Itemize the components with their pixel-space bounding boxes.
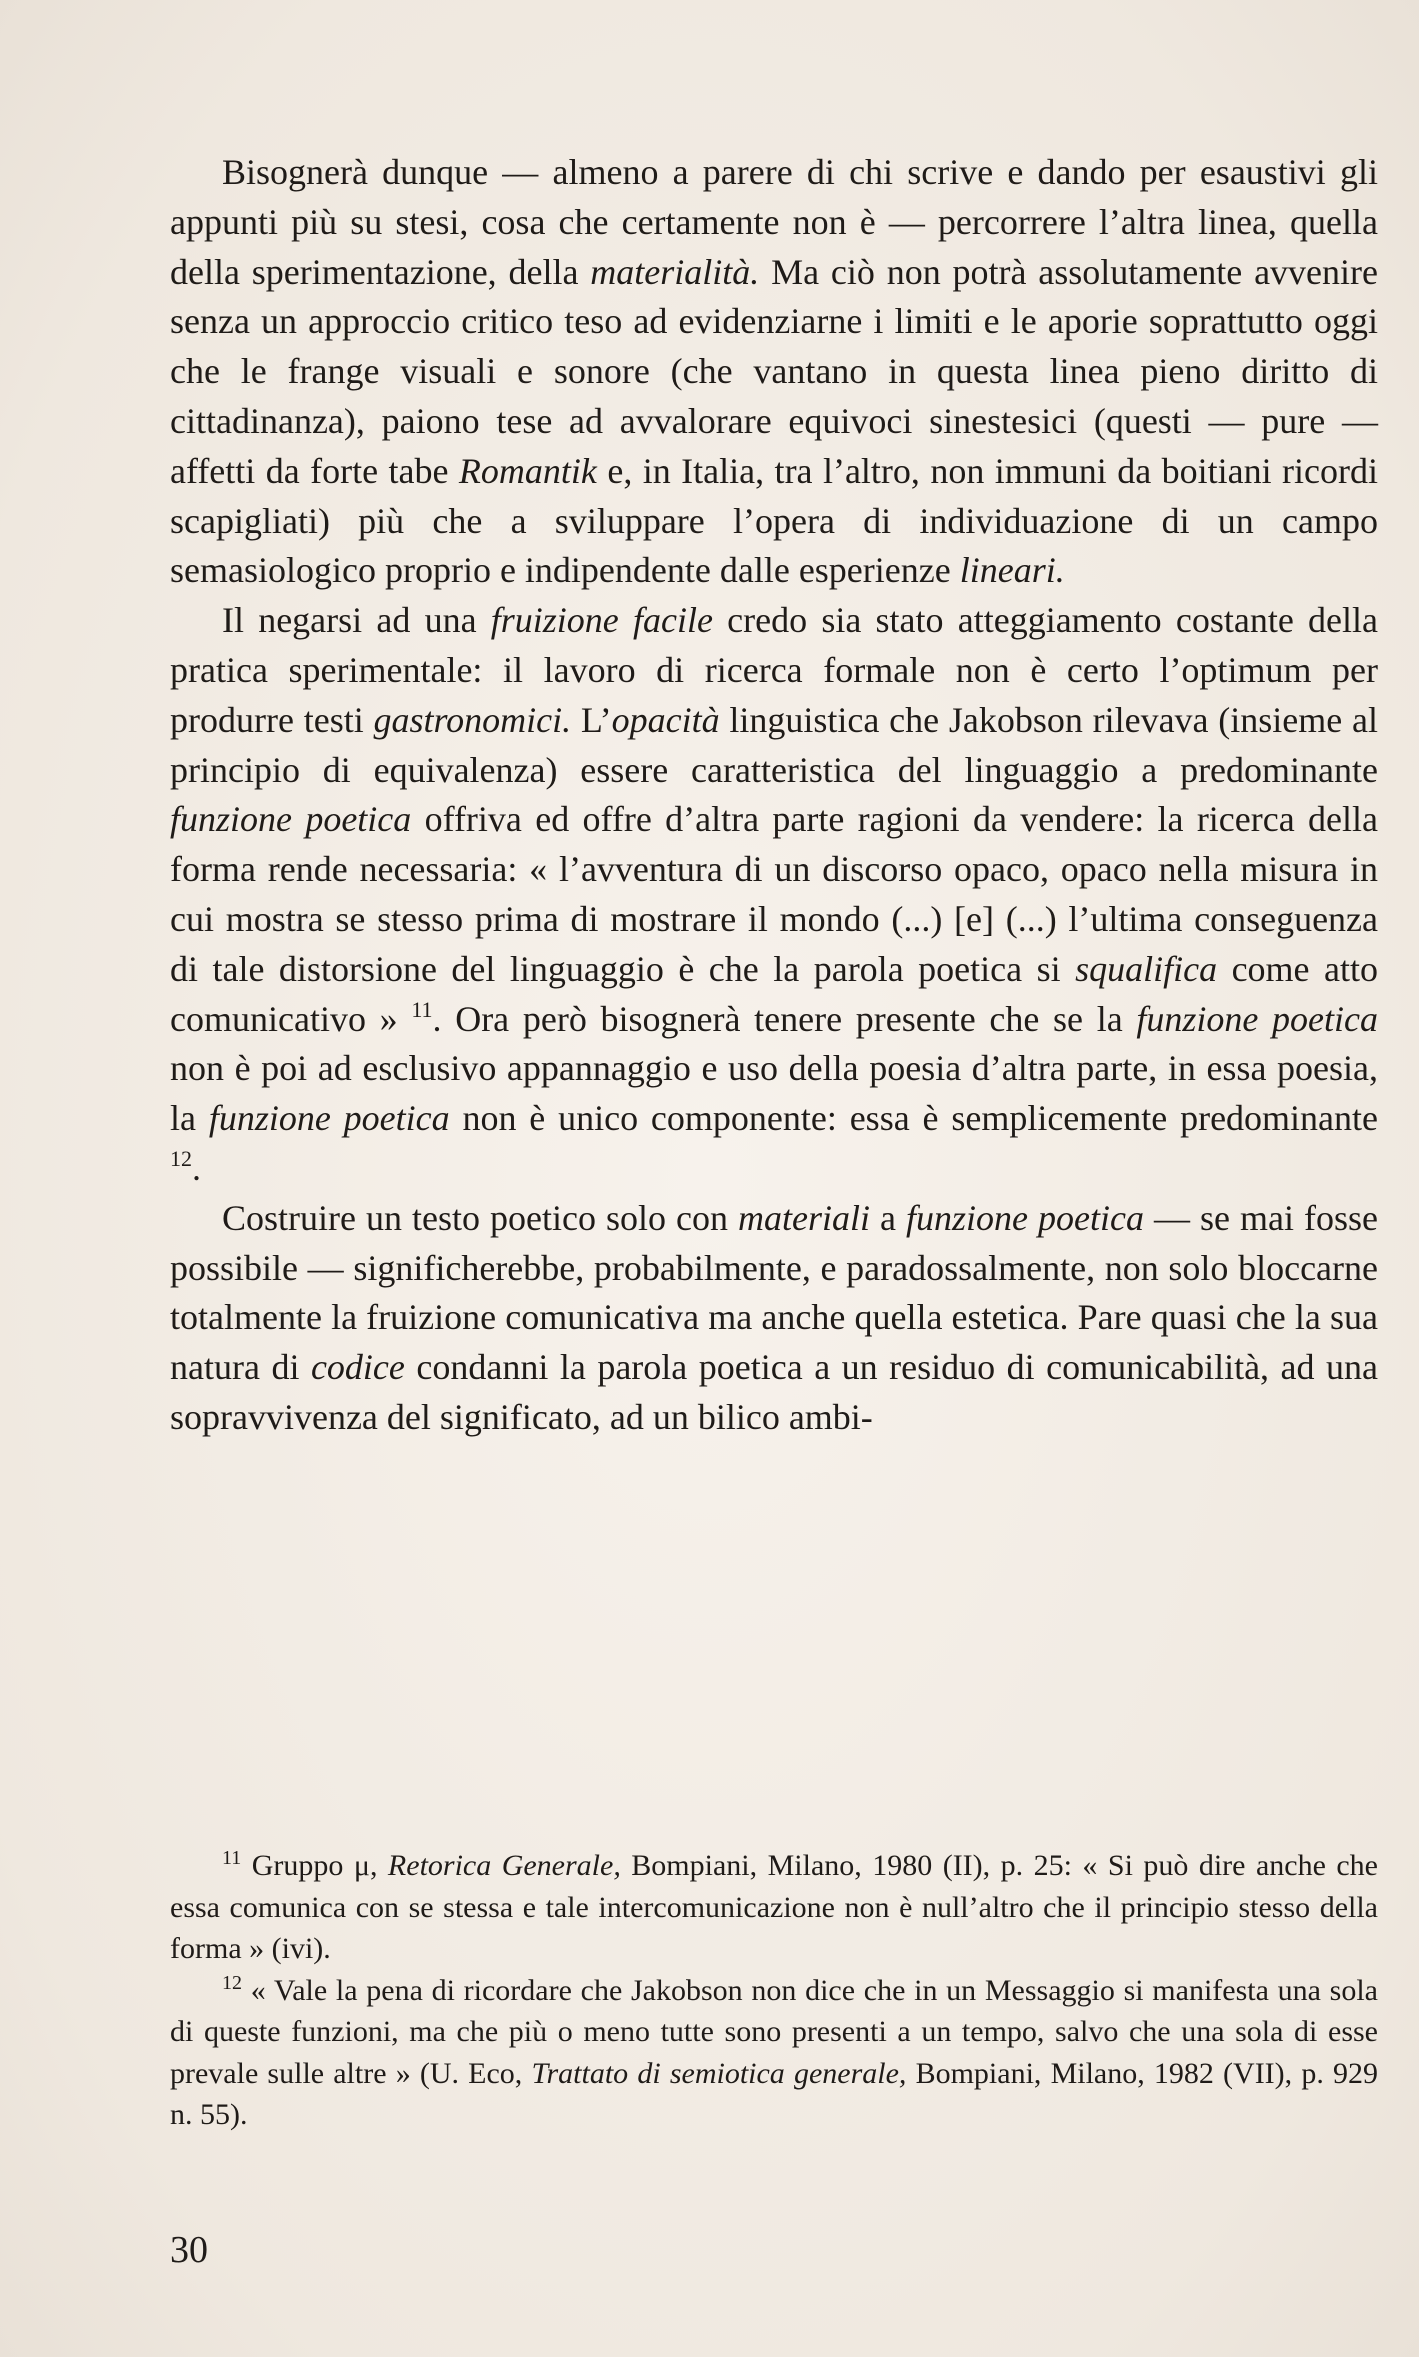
italic-text: materialità. bbox=[590, 251, 760, 292]
footnote-marker: 11 bbox=[411, 996, 433, 1022]
text-run: . bbox=[192, 1147, 201, 1188]
italic-text: Romantik bbox=[458, 450, 597, 491]
text-run: non è poi ad esclusivo appannaggio e uso della poesia d’altra parte, in essa poesia, la bbox=[170, 1048, 1378, 1139]
page-number: 30 bbox=[170, 2229, 208, 2271]
text-run: . Ora però bisognerà tenere presente che se la bbox=[432, 998, 1137, 1039]
text-run: Bompiani, Milano, 1982 (VII), p. 929 n. 55). bbox=[170, 2056, 1378, 2131]
text-run: come atto comunicativo » bbox=[170, 948, 1378, 1039]
paragraph-3 bbox=[170, 1194, 1378, 1443]
text-run: — se mai fosse possibile — significherebbe, probabilmente, e paradossalmente, non solo bloccarne totalmente la fruizione comunicativa ma anche quella estetica. Pare quasi che la sua natura di bbox=[170, 1197, 1378, 1388]
text-run: condanni la parola poetica a un residuo di comunicabilità, ad una sopravvivenza del significato, ad un bilico ambi- bbox=[170, 1347, 1379, 1437]
text-run: « Vale la pena di ricordare che Jakobson non dice che in un Messaggio si manifesta una sola di queste funzioni, ma che più o meno tutte sono presenti a un tempo, salvo che una sola di esse prevale sulle altre » (U. Eco, bbox=[170, 1973, 1378, 2090]
text-run: e, in Italia, tra l’altro, non immuni da boitiani ricordi scapigliati) più che a sviluppare l’opera di individuazione di un campo semasiologico proprio e indipendente dalle esperienze bbox=[170, 450, 1379, 591]
footnote-marker: 12 bbox=[222, 1971, 242, 1994]
italic-text: funzione poetica bbox=[1136, 998, 1378, 1039]
italic-text: gastronomici. bbox=[373, 699, 572, 740]
body-paragraphs bbox=[170, 148, 1378, 1443]
italic-text: funzione poetica bbox=[906, 1197, 1144, 1238]
text-run: Bompiani, Milano, 1980 (II), p. 25: « Si può dire anche che essa comunica con se stessa e tale intercomunicazione non è null’altro che il principio stesso della forma » (ivi). bbox=[170, 1849, 1378, 1965]
footnote-1 bbox=[170, 1845, 1378, 1970]
footnote-marker: 12 bbox=[170, 1145, 192, 1171]
italic-text: funzione poetica bbox=[208, 1098, 450, 1139]
paragraph-2 bbox=[170, 596, 1378, 1194]
text-run: linguistica che Jakobson rilevava (insieme al principio di equivalenza) essere caratteristica del linguaggio a predominante bbox=[170, 699, 1378, 790]
italic-text: opacità bbox=[611, 699, 720, 740]
italic-text: materiali bbox=[738, 1197, 870, 1238]
text-run: a bbox=[870, 1197, 907, 1238]
italic-text: lineari. bbox=[959, 550, 1065, 591]
text-run: Gruppo μ, bbox=[241, 1849, 388, 1882]
text-run: Ma ciò non potrà assolutamente avvenire senza un approccio critico teso ad evidenziarne i limiti e le aporie soprattutto oggi che le frange visuali e sonore (che vantano in questa linea pieno diritto di cittadinanza), paiono tese ad avvalorare equivoci sinestesici (questi — pure — affetti da forte tabe bbox=[170, 251, 1378, 491]
italic-text: codice bbox=[310, 1347, 405, 1388]
text-run: Costruire un testo poetico solo con bbox=[222, 1197, 738, 1238]
italic-text: funzione poetica bbox=[170, 799, 412, 840]
text-run: L’ bbox=[571, 699, 612, 740]
italic-text: fruizione facile bbox=[490, 600, 713, 641]
footnotes bbox=[170, 1845, 1378, 2136]
footnote-marker: 11 bbox=[222, 1847, 242, 1869]
text-run: Bisognerà dunque — almeno a parere di chi scrive e dando per esaustivi gli appunti più su stesi, cosa che certamente non è — percorrere l’altra linea, quella della sperimentazione, della bbox=[170, 152, 1378, 292]
italic-text: Retorica Generale, bbox=[387, 1849, 621, 1882]
italic-text: squalifica bbox=[1075, 948, 1218, 989]
text-run: offriva ed offre d’altra parte ragioni da vendere: la ricerca della forma rende necessaria: « l’avventura di un discorso opaco, opaco nella misura in cui mostra se stesso prima di mostrare il mondo (...) [e] (...) l’ultima conseguenza di tale distorsione del linguaggio è che la parola poetica si bbox=[170, 799, 1378, 989]
text-run: non è unico componente: essa è semplicemente predominante bbox=[449, 1098, 1379, 1139]
footnote-2 bbox=[170, 1970, 1378, 2136]
italic-text: Trattato di semiotica generale, bbox=[531, 2056, 907, 2090]
text-run: credo sia stato atteggiamento costante della pratica sperimentale: il lavoro di ricerca formale non è certo l’optimum per produrre testi bbox=[170, 600, 1379, 740]
main-text bbox=[170, 148, 1378, 1443]
text-run: Il negarsi ad una bbox=[222, 600, 491, 641]
paragraph-1 bbox=[170, 148, 1378, 596]
